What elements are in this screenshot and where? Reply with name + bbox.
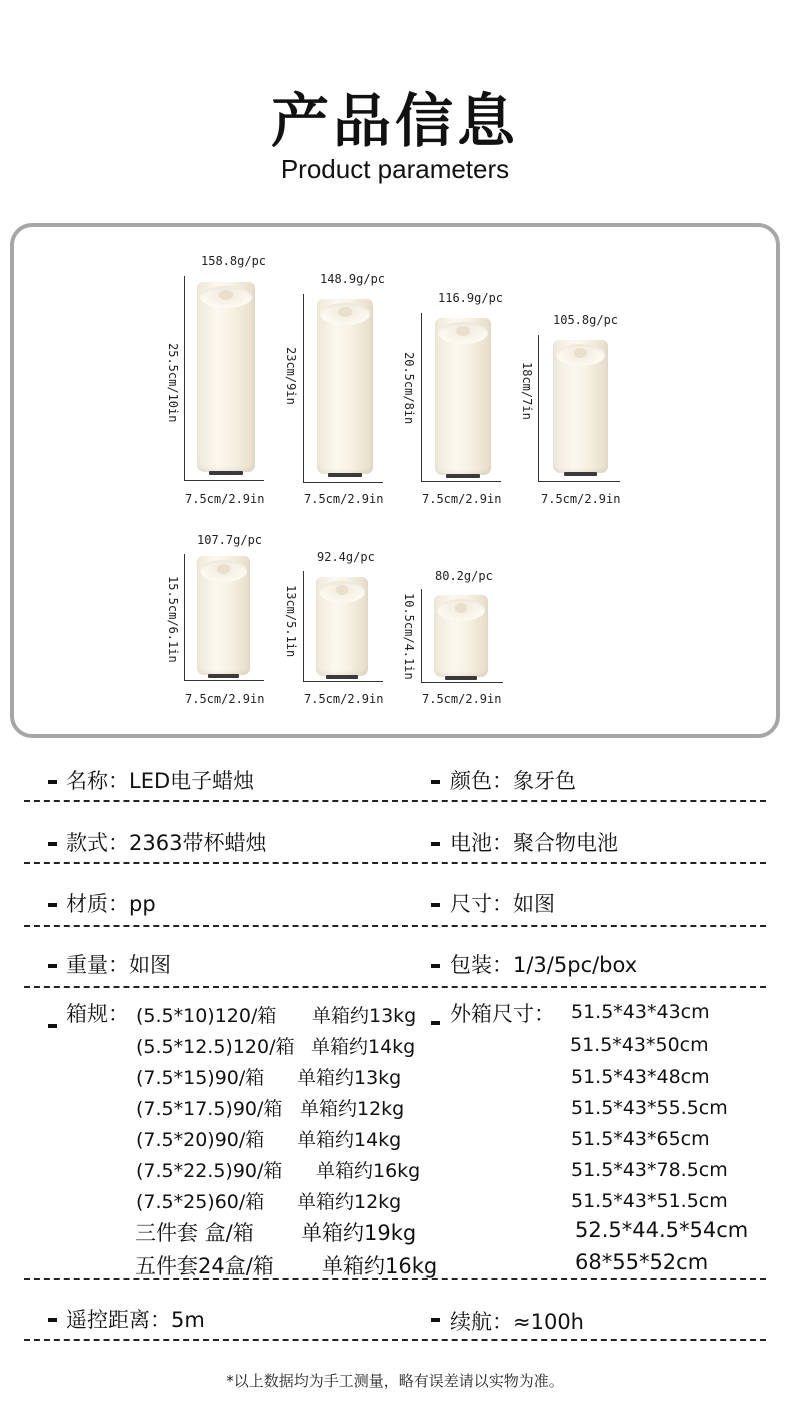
outer-size: 51.5*43*50cm [570,1034,709,1056]
spec-name: 名称：LED电子蜡烛 [66,769,255,793]
divider [24,862,766,864]
carton-weight: 单箱约16kg [322,1254,438,1278]
candle-width-label: 7.5cm/2.9in [541,492,621,506]
page-subtitle: Product parameters [280,154,510,184]
divider [24,800,766,802]
carton-spec: (5.5*12.5)120/箱 [136,1036,295,1058]
height-axis [421,313,422,481]
bullet-icon [48,964,57,968]
candle-height-label: 18cm/7in [520,362,534,420]
outer-size: 52.5*44.5*54cm [575,1218,749,1242]
candle-weight-label: 80.2g/pc [435,569,493,583]
candle-weight-label: 148.9g/pc [320,272,386,286]
candle-width-label: 7.5cm/2.9in [422,692,502,706]
candle-size-panel [10,223,780,738]
carton-spec: (7.5*22.5)90/箱 [136,1160,283,1182]
spec-package: 包装：1/3/5pc/box [450,953,638,977]
candle-image [435,318,491,475]
candle-width-label: 7.5cm/2.9in [304,692,384,706]
outer-carton-label: 外箱尺寸： [450,1002,555,1026]
bullet-icon [48,1024,57,1028]
outer-size: 51.5*43*78.5cm [571,1159,728,1181]
candle-image [316,577,368,676]
carton-spec: 五件套24盒/箱 [135,1254,274,1278]
carton-weight: 单箱约14kg [311,1036,416,1058]
candle-width-label: 7.5cm/2.9in [304,492,384,506]
outer-size: 68*55*52cm [575,1250,709,1274]
bullet-icon [48,842,57,846]
carton-weight: 单箱约13kg [312,1005,417,1027]
bullet-icon [431,964,440,968]
bullet-icon [431,1021,440,1025]
candle-height-label: 15.5cm/6.1in [166,576,180,663]
candle-width-label: 7.5cm/2.9in [185,492,265,506]
spec-weight: 重量：如图 [66,953,171,977]
candle-weight-label: 105.8g/pc [553,313,619,327]
carton-weight: 单箱约13kg [297,1067,402,1089]
outer-size: 51.5*43*55.5cm [571,1097,728,1119]
divider [24,925,766,927]
spec-remote: 遥控距离：5m [66,1308,205,1332]
spec-size: 尺寸：如图 [450,892,555,916]
candle-image [197,556,250,675]
candle-height-label: 10.5cm/4.1in [402,593,416,680]
carton-spec: (7.5*15)90/箱 [136,1067,265,1089]
outer-size: 51.5*43*51.5cm [571,1190,728,1212]
candle-image [197,282,255,472]
bullet-icon [48,1318,57,1322]
carton-weight: 单箱约12kg [300,1098,405,1120]
height-axis [303,294,304,482]
candle-width-label: 7.5cm/2.9in [185,692,265,706]
width-axis [184,480,264,481]
candle-height-label: 20.5cm/8in [402,352,416,425]
bullet-icon [431,1318,440,1322]
candle-weight-label: 158.8g/pc [201,254,267,268]
bullet-icon [48,780,57,784]
width-axis [538,481,620,482]
candle-height-label: 25.5cm/10in [166,343,180,423]
width-axis [303,681,383,682]
height-axis [184,554,185,680]
width-axis [303,482,383,483]
carton-spec: (7.5*25)60/箱 [136,1191,265,1213]
carton-spec: (7.5*17.5)90/箱 [136,1098,283,1120]
width-axis [184,680,264,681]
candle-image [434,595,488,677]
bullet-icon [48,903,57,907]
candle-height-label: 23cm/9in [284,347,298,405]
carton-weight: 单箱约16kg [316,1160,421,1182]
width-axis [421,481,501,482]
spec-style: 款式：2363带杯蜡烛 [66,831,267,855]
page-title: 产品信息 [270,87,519,155]
candle-weight-label: 107.7g/pc [197,533,263,547]
carton-label: 箱规： [66,1002,129,1026]
bullet-icon [431,780,440,784]
candle-image [553,340,608,473]
carton-weight: 单箱约19kg [301,1221,417,1245]
height-axis [421,589,422,682]
carton-weight: 单箱约12kg [297,1191,402,1213]
divider [24,1278,766,1280]
height-axis [538,335,539,481]
carton-spec: 三件套 盒/箱 [135,1221,254,1245]
spec-endurance: 续航：≈100h [450,1310,584,1334]
outer-size: 51.5*43*43cm [571,1001,710,1023]
candle-width-label: 7.5cm/2.9in [422,492,502,506]
candle-height-label: 13cm/5.1in [284,585,298,658]
candle-weight-label: 92.4g/pc [317,550,375,564]
spec-battery: 电池：聚合物电池 [450,831,618,855]
spec-material: 材质：pp [66,892,156,916]
carton-weight: 单箱约14kg [297,1129,402,1151]
outer-size: 51.5*43*48cm [571,1066,710,1088]
spec-color: 颜色：象牙色 [450,769,576,793]
carton-spec: (5.5*10)120/箱 [136,1005,277,1027]
bullet-icon [431,842,440,846]
height-axis [303,571,304,681]
divider [24,1339,766,1341]
carton-spec: (7.5*20)90/箱 [136,1129,265,1151]
candle-image [317,299,373,474]
outer-size: 51.5*43*65cm [571,1128,710,1150]
candle-weight-label: 116.9g/pc [438,291,504,305]
footnote: *以上数据均为手工测量，略有误差请以实物为准。 [226,1372,564,1390]
divider [24,986,766,988]
height-axis [184,276,185,480]
width-axis [421,682,503,683]
bullet-icon [431,903,440,907]
